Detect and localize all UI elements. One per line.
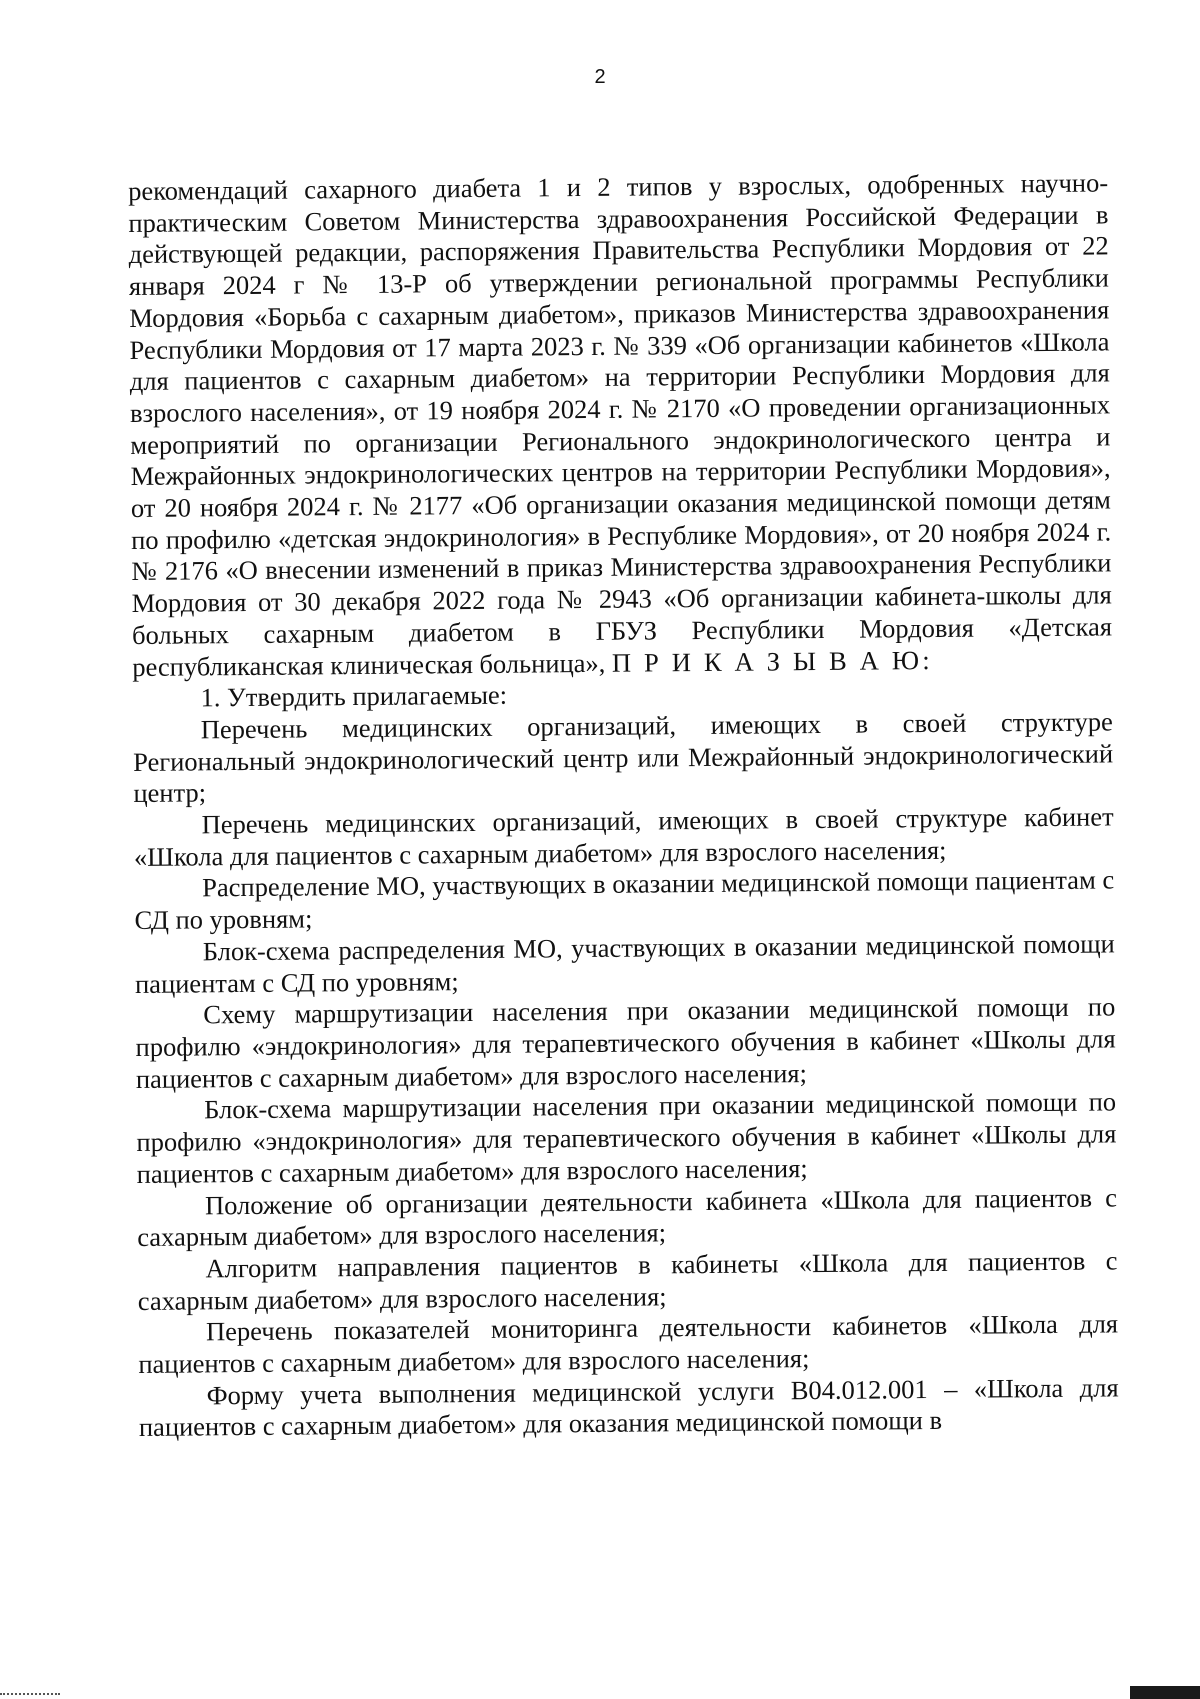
list-item: Алгоритм направления пациентов в кабинеты «Школа для пациентов с сахарным диабетом» для взрослого населения; (137, 1245, 1118, 1316)
list-item: Положение об организации деятельности кабинета «Школа для пациентов с сахарным диабетом» для взрослого населения; (137, 1181, 1118, 1253)
list-item: Перечень показателей мониторинга деятельности кабинетов «Школа для пациентов с сахарным диабетом» для взрослого населения; (138, 1308, 1119, 1379)
order-word: П Р И К А З Ы В А Ю: (611, 644, 933, 678)
intro-paragraph (128, 167, 1112, 683)
page-number: 2 (594, 66, 606, 88)
list-item: Схему маршрутизации населения при оказании медицинской помощи по профилю «эндокринология» для терапевтического обучения в кабинет «Школы для пациентов с сахарным диабетом» для взрослого населения; (135, 991, 1116, 1094)
scan-corner-mark (1130, 1686, 1200, 1699)
list-item: Распределение МО, участвующих в оказании медицинской помощи пациентам с СД по уровням; (134, 864, 1115, 936)
list-item: Блок-схема маршрутизации населения при оказании медицинской помощи по профилю «эндокринология» для терапевтического обучения в кабинет «Школы для пациентов с сахарным диабетом» для взрослого населения; (136, 1086, 1117, 1189)
list-item: Форму учета выполнения медицинской услуги В04.012.001 – «Школа для пациентов с сахарным диабетом» для оказания медицинской помощи в (138, 1372, 1119, 1443)
list-item: Перечень медицинских организаций, имеющих в своей структуре кабинет «Школа для пациентов с сахарным диабетом» для взрослого населения; (133, 801, 1114, 872)
list-item: Перечень медицинских организаций, имеющих в своей структуре Региональный эндокринологический центр или Межрайонный эндокринологический центр; (132, 706, 1114, 809)
scan-edge-artifact (0, 1693, 60, 1697)
document-body (128, 167, 1119, 1444)
list-item: Блок-схема распределения МО, участвующих в оказании медицинской помощи пациентам с СД по уровням; (134, 928, 1115, 999)
intro-text: рекомендаций сахарного диабета 1 и 2 типов у взрослых, одобренных научно-практическим Советом Министерства здравоохранения Российской Федерации в действующей редакции, распоряжения Правительства Республики Мордовия от 22 января 2024 г № 13-Р об утверждении региональной программы Республики Мордовия «Борьба с сахарным диабетом», приказов Министерства здравоохранения Республики Мордовия от 17 марта 2023 г. № 339 «Об организации кабинетов «Школа для пациентов с сахарным диабетом» на территории Республики Мордовия для взрослого населения», от 19 ноября 2024 г. № 2170 «О проведении организационных мероприятий по организации Регионального эндокринологического центра и Межрайонных эндокринологических центров на территории Республики Мордовия», от 20 ноября 2024 г. № 2177 «Об организации оказания медицинской помощи детям по профилю «детская эндокринология» в Республике Мордовия», от 20 ноября 2024 г. № 2176 «О внесении изменений в приказ Министерства здравоохранения Республики Мордовия от 30 декабря 2022 года № 2943 «Об организации кабинета-школы для больных сахарным диабетом в ГБУЗ Республики Мордовия «Детская республиканская клиническая больница», (128, 167, 1113, 682)
point-1-heading: 1. Утвердить прилагаемые: (200, 679, 508, 713)
